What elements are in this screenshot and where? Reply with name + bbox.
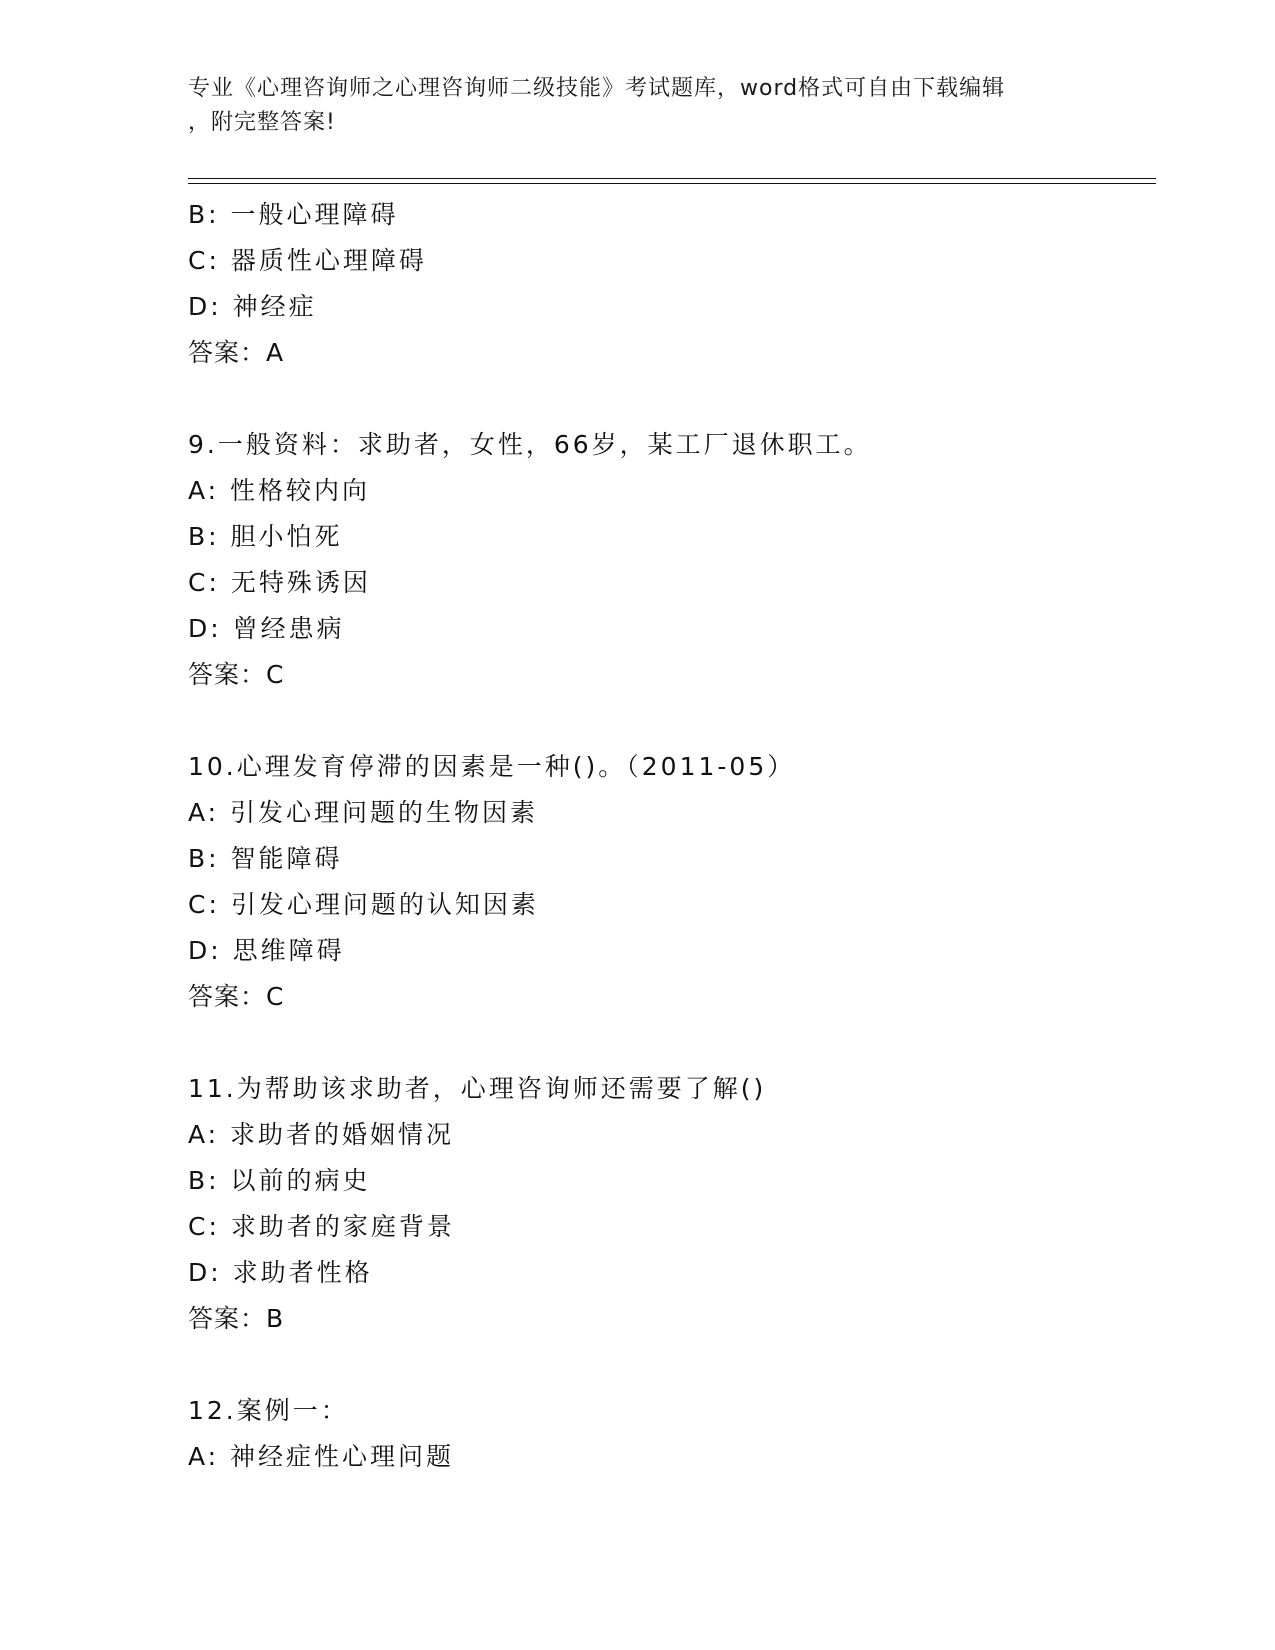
spacer [188, 1342, 1148, 1388]
option-d: D: 神经症 [188, 292, 317, 321]
answer-line: 答案：A [188, 338, 285, 367]
option-d: D: 曾经患病 [188, 614, 345, 643]
question-stem: 11.为帮助该求助者，心理咨询师还需要了解() [188, 1074, 767, 1103]
header-title-line: 专业《心理咨询师之心理咨询师二级技能》考试题库，word格式可自由下载编辑 [188, 76, 1006, 101]
answer-line: 答案：B [188, 1304, 285, 1333]
option-d: D: 求助者性格 [188, 1258, 373, 1287]
spacer [188, 1020, 1148, 1066]
question-block-11 [188, 1066, 1148, 1342]
option-b: B: 胆小怕死 [188, 522, 343, 551]
question-block-8 [188, 192, 1148, 376]
option-c: C: 引发心理问题的认知因素 [188, 890, 539, 919]
option-a: A: 性格较内向 [188, 476, 371, 505]
spacer [188, 376, 1148, 422]
spacer [188, 698, 1148, 744]
answer-line: 答案：C [188, 660, 285, 689]
option-b: B: 智能障碍 [188, 844, 343, 873]
option-a: A: 引发心理问题的生物因素 [188, 798, 539, 827]
question-stem: 10.心理发育停滞的因素是一种()。（2011-05） [188, 752, 796, 781]
option-d: D: 思维障碍 [188, 936, 345, 965]
question-stem: 9.一般资料：求助者，女性，66岁，某工厂退休职工。 [188, 430, 872, 459]
question-stem: 12.案例一： [188, 1396, 349, 1425]
answer-line: 答案：C [188, 982, 285, 1011]
question-list [188, 192, 1148, 1480]
document-header [188, 72, 1088, 140]
option-b: B: 一般心理障碍 [188, 200, 399, 229]
option-b: B: 以前的病史 [188, 1166, 371, 1195]
question-block-12 [188, 1388, 1148, 1480]
option-c: C: 器质性心理障碍 [188, 246, 427, 275]
option-c: C: 无特殊诱因 [188, 568, 371, 597]
question-block-9 [188, 422, 1148, 698]
option-a: A: 神经症性心理问题 [188, 1442, 455, 1471]
option-a: A: 求助者的婚姻情况 [188, 1120, 455, 1149]
header-divider-top [188, 178, 1156, 179]
header-subtitle-line: ，附完整答案! [188, 110, 336, 135]
option-c: C: 求助者的家庭背景 [188, 1212, 455, 1241]
question-block-10 [188, 744, 1148, 1020]
header-divider-bottom [188, 183, 1156, 184]
